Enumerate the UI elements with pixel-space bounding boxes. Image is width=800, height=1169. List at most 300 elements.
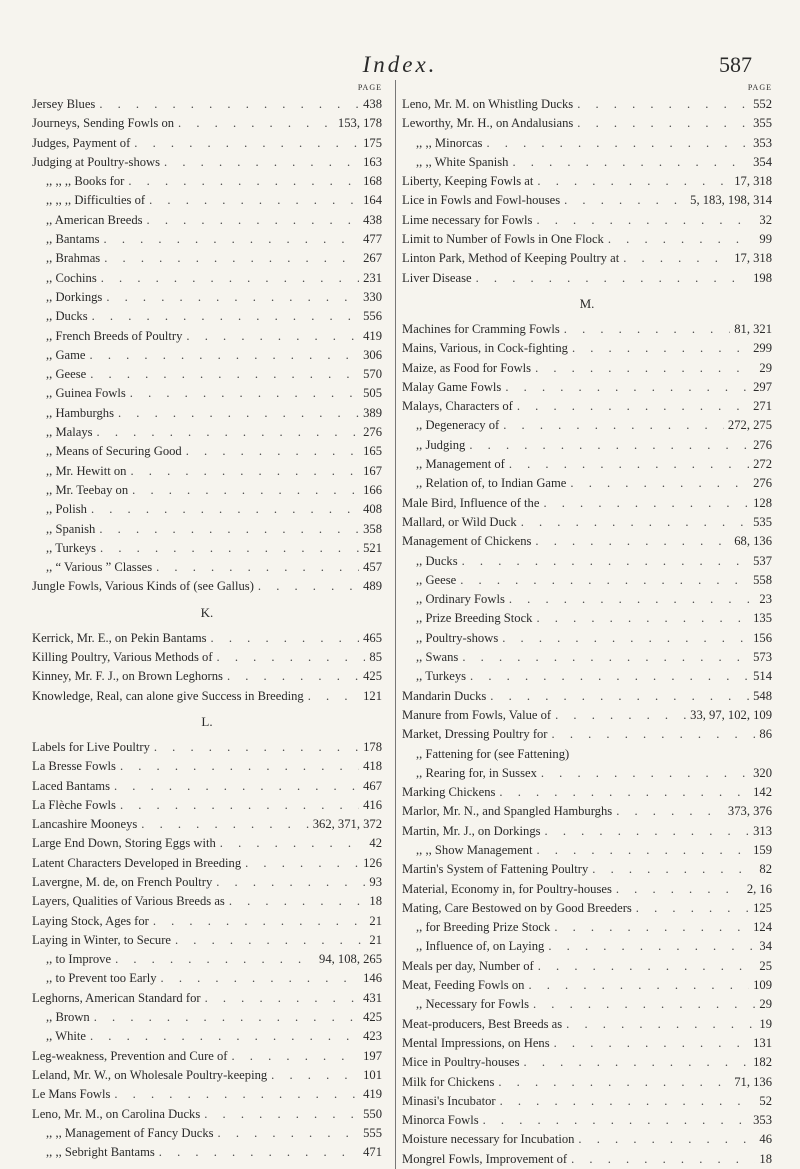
page-number: 587	[719, 52, 752, 77]
leader-dots	[465, 436, 749, 455]
index-entry-page: 353	[753, 135, 772, 150]
index-entry-text: Minorca Fowls	[402, 1113, 479, 1128]
index-entry-text: ,, ,, Management of Fancy Ducks	[46, 1125, 214, 1140]
leader-dots	[152, 558, 359, 577]
leader-dots	[201, 989, 360, 1008]
index-entry-page: 355	[753, 116, 772, 131]
index-entry-text: ,, American Breeds	[46, 212, 143, 227]
leader-dots	[116, 796, 359, 815]
leader-dots	[568, 339, 749, 358]
index-entry-page: 163	[363, 154, 382, 169]
index-entry	[32, 777, 382, 796]
index-entry	[32, 1027, 382, 1046]
index-entry-page: 86	[759, 727, 772, 742]
index-entry-page: 550	[363, 1106, 382, 1121]
index-entry-page: 267	[363, 251, 382, 266]
index-entry-text: Lime necessary for Fowls	[402, 212, 533, 227]
index-entry-page: 167	[363, 463, 382, 478]
index-entry	[402, 114, 772, 133]
index-entry	[32, 1008, 382, 1027]
index-entry-text: Mongrel Fowls, Improvement of	[402, 1151, 568, 1166]
index-entry-text: Moisture necessary for Incubation	[402, 1132, 575, 1147]
left-column	[32, 80, 382, 1162]
index-entry-page: 271	[753, 399, 772, 414]
index-entry-page: 156	[753, 630, 772, 645]
leader-dots	[550, 1034, 750, 1053]
index-entry	[32, 346, 382, 365]
index-entry-page: 19	[759, 1016, 772, 1031]
index-entry-page: 548	[753, 688, 772, 703]
index-entry	[32, 134, 382, 153]
index-entry-text: ,, Mr. Hewitt on	[46, 463, 127, 478]
leader-dots	[531, 532, 730, 551]
index-entry-page: 197	[363, 1048, 382, 1063]
index-entry-text: Martin's System of Fattening Poultry	[402, 862, 589, 877]
index-entry-text: Male Bird, Influence of the	[402, 495, 540, 510]
index-entry-text: Liver Disease	[402, 270, 472, 285]
index-entry-page: 182	[753, 1055, 772, 1070]
index-entry	[402, 841, 772, 860]
index-entry	[32, 892, 382, 911]
index-entry-page: 33, 97, 102, 109	[690, 707, 772, 722]
index-entry-text: ,, Ducks	[416, 553, 458, 568]
index-entry	[32, 153, 382, 172]
index-entry-page: 21	[369, 913, 382, 928]
index-entry-page: 68, 136	[734, 534, 772, 549]
index-entry-text: ,, to Improve	[46, 952, 112, 967]
index-entry	[402, 783, 772, 802]
index-entry-text: Milk for Chickens	[402, 1074, 495, 1089]
leader-dots	[560, 320, 730, 339]
index-entry-text: Kerrick, Mr. E., on Pekin Bantams	[32, 630, 207, 645]
leader-dots	[143, 211, 360, 230]
index-entry-text: Leno, Mr. M., on Carolina Ducks	[32, 1106, 201, 1121]
index-entry-page: 330	[363, 289, 382, 304]
index-entry	[32, 249, 382, 268]
leader-dots	[544, 937, 755, 956]
leader-dots	[513, 397, 749, 416]
leader-dots	[137, 815, 308, 834]
index-entry	[32, 307, 382, 326]
index-entry-text: ,, Degeneracy of	[416, 418, 500, 433]
index-entry-text: ,, Prize Breeding Stock	[416, 611, 533, 626]
index-entry-text: Judging at Poultry-shows	[32, 154, 161, 169]
index-entry	[32, 95, 382, 114]
index-entry-text: Leworthy, Mr. H., on Andalusians	[402, 116, 574, 131]
index-entry-page: 570	[363, 367, 382, 382]
index-entry-page: 457	[363, 560, 382, 575]
index-entry-text: Marking Chickens	[402, 785, 496, 800]
index-entry-text: Maize, as Food for Fowls	[402, 360, 532, 375]
index-entry-text: ,, Ordinary Fowls	[416, 592, 505, 607]
index-entry	[32, 365, 382, 384]
leader-dots	[182, 327, 359, 346]
index-block-m	[402, 320, 772, 1169]
index-entry-page: 555	[363, 1125, 382, 1140]
index-entry	[402, 629, 772, 648]
index-entry	[402, 957, 772, 976]
index-entry-text: ,, Judging	[416, 437, 466, 452]
index-entry-page: 419	[363, 328, 382, 343]
index-entry	[402, 995, 772, 1014]
index-entry-text: Minasi's Incubator	[402, 1093, 496, 1108]
index-entry-text: Manure from Fowls, Value of	[402, 707, 552, 722]
leader-dots	[604, 230, 756, 249]
index-entry-text: ,, Malays	[46, 425, 93, 440]
leader-dots	[111, 950, 315, 969]
leader-dots	[548, 725, 756, 744]
leader-dots	[110, 1085, 359, 1104]
index-entry-text: Mice in Poultry-houses	[402, 1055, 520, 1070]
index-entry	[402, 230, 772, 249]
leader-dots	[223, 667, 359, 686]
index-entry-page: 425	[363, 1010, 382, 1025]
index-entry-page: 320	[753, 765, 772, 780]
index-entry-page: 5, 183, 198, 314	[690, 193, 772, 208]
index-entry-text: Mental Impressions, on Hens	[402, 1035, 550, 1050]
index-entry-text: La Bresse Fowls	[32, 759, 116, 774]
index-entry-page: 358	[363, 521, 382, 536]
index-entry	[402, 532, 772, 551]
index-entry-page: 198	[753, 270, 772, 285]
leader-dots	[171, 931, 365, 950]
index-entry	[402, 1015, 772, 1034]
index-entry-page: 121	[363, 688, 382, 703]
index-entry-text: ,, Game	[46, 347, 86, 362]
index-entry	[32, 969, 382, 988]
leader-dots	[495, 783, 749, 802]
index-entry	[402, 860, 772, 879]
leader-dots	[155, 1143, 359, 1162]
index-entry-page: 299	[753, 341, 772, 356]
leader-dots	[532, 211, 755, 230]
leader-dots	[100, 230, 360, 249]
index-entry-page: 505	[363, 386, 382, 401]
index-entry	[402, 571, 772, 590]
leader-dots	[95, 520, 359, 539]
index-entry	[402, 1111, 772, 1130]
index-entry-text: ,, Brahmas	[46, 251, 101, 266]
index-entry-page: 17, 318	[734, 251, 772, 266]
leader-dots	[532, 841, 749, 860]
index-entry	[402, 1092, 772, 1111]
index-entry	[402, 1150, 772, 1169]
index-entry-page: 556	[363, 309, 382, 324]
index-entry	[402, 378, 772, 397]
index-entry-page: 34	[759, 939, 772, 954]
section-letter-m: M.	[579, 295, 595, 311]
index-entry-text: Meals per day, Number of	[402, 958, 534, 973]
index-entry-text: Leg-weakness, Prevention and Cure of	[32, 1048, 228, 1063]
index-entry-page: 168	[363, 174, 382, 189]
index-entry	[32, 114, 382, 133]
index-entry-text: Lancashire Mooneys	[32, 817, 138, 832]
leader-dots	[612, 802, 724, 821]
index-entry-page: 389	[363, 405, 382, 420]
index-entry	[402, 134, 772, 153]
index-entry-text: ,, Geese	[46, 367, 87, 382]
section-letter-l: L.	[201, 713, 213, 729]
index-entry	[32, 442, 382, 461]
leader-dots	[560, 191, 686, 210]
index-entry-text: Laced Bantams	[32, 778, 110, 793]
index-entry-text: ,, ,, Minorcas	[416, 135, 483, 150]
index-entry-page: 23	[759, 592, 772, 607]
index-entry-text: ,, Polish	[46, 502, 87, 517]
index-entry-text: ,, Fattening for (see Fattening)	[416, 746, 570, 761]
index-entry-page: 18	[759, 1151, 772, 1166]
leader-dots	[532, 609, 749, 628]
index-entry-page: 467	[363, 778, 382, 793]
leader-dots	[551, 706, 686, 725]
index-entry-page: 99	[759, 232, 772, 247]
index-entry	[402, 416, 772, 435]
index-entry-page: 514	[753, 669, 772, 684]
index-entry-text: ,, ,, ,, Books for	[46, 174, 125, 189]
index-entry-page: 353	[753, 1113, 772, 1128]
leader-dots	[520, 1053, 750, 1072]
index-entry-text: ,, Swans	[416, 650, 459, 665]
leader-dots	[241, 854, 359, 873]
index-entry	[32, 500, 382, 519]
index-entry-text: ,, French Breeds of Poultry	[46, 328, 183, 343]
index-entry	[402, 436, 772, 455]
index-entry	[32, 327, 382, 346]
index-entry-page: 489	[363, 579, 382, 594]
index-entry	[32, 912, 382, 931]
index-entry	[32, 269, 382, 288]
leader-dots	[588, 860, 755, 879]
index-entry	[32, 230, 382, 249]
index-entry	[402, 687, 772, 706]
index-entry	[32, 815, 382, 834]
index-entry-text: ,, Poultry-shows	[416, 630, 499, 645]
index-entry-page: 276	[753, 476, 772, 491]
leader-dots	[216, 834, 366, 853]
leader-dots	[100, 249, 359, 268]
index-entry	[402, 172, 772, 191]
index-entry-text: Marlor, Mr. N., and Spangled Hamburghs	[402, 804, 613, 819]
leader-dots	[501, 378, 749, 397]
index-entry-page: 42	[369, 836, 382, 851]
index-entry-text: ,, Brown	[46, 1010, 90, 1025]
leader-dots	[126, 462, 359, 481]
index-entry-text: ,, ,, ,, Difficulties of	[46, 193, 146, 208]
page-column-label: PAGE	[357, 83, 382, 92]
index-entry-text: Journeys, Sending Fowls on	[32, 116, 175, 131]
leader-dots	[130, 134, 359, 153]
index-entry	[402, 648, 772, 667]
leader-dots	[573, 114, 749, 133]
index-entry	[32, 172, 382, 191]
index-entry-text: ,, Dorkings	[46, 289, 103, 304]
index-entry	[402, 937, 772, 956]
index-entry	[32, 1066, 382, 1085]
index-entry-page: 276	[363, 425, 382, 440]
index-entry-page: 276	[753, 437, 772, 452]
leader-dots	[110, 777, 359, 796]
leader-dots	[90, 1008, 359, 1027]
index-block-k	[32, 629, 382, 706]
leader-dots	[574, 1130, 755, 1149]
index-entry-page: 552	[753, 97, 772, 111]
index-block-l-continued	[402, 95, 772, 288]
leader-dots	[225, 892, 366, 911]
index-entry	[402, 269, 772, 288]
index-entry-text: ,, White	[46, 1029, 86, 1044]
index-entry-page: 131	[753, 1035, 772, 1050]
leader-dots	[86, 365, 359, 384]
leader-dots	[472, 269, 750, 288]
index-entry-page: 109	[753, 978, 772, 993]
index-entry-text: ,, Influence of, on Laying	[416, 939, 545, 954]
index-entry-text: Meat, Feeding Fowls on	[402, 978, 525, 993]
leader-dots	[619, 249, 730, 268]
leader-dots	[150, 738, 359, 757]
index-entry	[32, 384, 382, 403]
leader-dots	[200, 1105, 359, 1124]
index-entry-page: 135	[753, 611, 772, 626]
leader-dots	[494, 1073, 730, 1092]
index-entry-page: 416	[363, 797, 382, 812]
leader-dots	[97, 269, 359, 288]
index-entry-page: 521	[363, 540, 382, 555]
index-entry-text: ,, Geese	[416, 572, 457, 587]
index-entry	[32, 288, 382, 307]
leader-dots	[505, 455, 749, 474]
index-entry	[402, 822, 772, 841]
index-entry	[402, 455, 772, 474]
index-entry	[402, 764, 772, 783]
index-block-j	[32, 95, 382, 597]
leader-dots	[550, 918, 749, 937]
index-entry-page: 175	[363, 135, 382, 150]
index-entry-text: Le Mans Fowls	[32, 1087, 111, 1102]
index-entry-text: Layers, Qualities of Various Breeds as	[32, 894, 225, 909]
index-entry-page: 2, 16	[746, 881, 772, 896]
index-entry	[32, 1085, 382, 1104]
index-entry-text: Large End Down, Storing Eggs with	[32, 836, 216, 851]
index-entry	[402, 359, 772, 378]
page-title: Index.	[362, 52, 438, 77]
index-entry-page: 231	[363, 270, 382, 285]
leader-dots	[456, 571, 749, 590]
index-entry-text: Martin, Mr. J., on Dorkings	[402, 823, 541, 838]
index-entry-page: 81, 321	[734, 321, 772, 336]
index-entry-text: Management of Chickens	[402, 534, 532, 549]
index-entry	[32, 738, 382, 757]
index-entry	[402, 153, 772, 172]
index-entry-text: ,, Spanish	[46, 521, 96, 536]
index-entry	[32, 667, 382, 686]
index-entry-text: ,, ,, Sebright Bantams	[46, 1145, 155, 1160]
index-entry-page: 25	[759, 958, 772, 973]
index-entry	[32, 834, 382, 853]
index-entry-text: Jersey Blues	[32, 97, 96, 111]
index-entry-page: 17, 318	[734, 174, 772, 189]
index-entry-text: Limit to Number of Fowls in One Flock	[402, 232, 604, 247]
leader-dots	[505, 590, 756, 609]
index-entry-page: 431	[363, 990, 382, 1005]
index-entry	[32, 191, 382, 210]
leader-dots	[145, 191, 359, 210]
leader-dots	[213, 648, 366, 667]
index-entry-page: 52	[759, 1093, 772, 1108]
leader-dots	[566, 474, 749, 493]
leader-dots	[174, 114, 334, 133]
index-entry-text: Leghorns, American Standard for	[32, 990, 201, 1005]
index-entry-page: 146	[363, 971, 382, 986]
index-entry-page: 82	[759, 862, 772, 877]
leader-dots	[486, 687, 749, 706]
leader-dots	[207, 629, 360, 648]
index-entry-text: ,, Mr. Teebay on	[46, 482, 129, 497]
index-entry-page: 537	[753, 553, 772, 568]
index-entry	[402, 1034, 772, 1053]
index-entry-page: 465	[363, 630, 382, 645]
index-entry-page: 306	[363, 347, 382, 362]
index-entry	[32, 648, 382, 667]
index-entry-text: ,, to Prevent too Early	[46, 971, 157, 986]
index-entry-page: 477	[363, 232, 382, 247]
index-entry-text: Kinney, Mr. F. J., on Brown Leghorns	[32, 669, 223, 684]
index-entry-text: ,, Turkeys	[416, 669, 467, 684]
index-entry-page: 18	[369, 894, 382, 909]
index-entry-text: Knowledge, Real, can alone give Success in Breeding	[32, 688, 304, 703]
index-entry-page: 126	[363, 855, 382, 870]
index-entry	[402, 474, 772, 493]
index-entry-page: 438	[363, 97, 382, 111]
index-entry-text: ,, Relation of, to Indian Game	[416, 476, 567, 491]
leader-dots	[86, 1027, 359, 1046]
leader-dots	[508, 153, 749, 172]
index-entry-text: Killing Poultry, Various Methods of	[32, 650, 213, 665]
index-entry-page: 558	[753, 572, 772, 587]
leader-dots	[533, 172, 730, 191]
index-entry	[402, 191, 772, 210]
index-entry	[402, 95, 772, 114]
leader-dots	[612, 880, 743, 899]
index-entry	[32, 950, 382, 969]
index-entry-text: ,, ,, White Spanish	[416, 154, 509, 169]
index-entry	[32, 404, 382, 423]
index-entry-text: La Flèche Fowls	[32, 797, 116, 812]
index-entry-text: Judges, Payment of	[32, 135, 131, 150]
leader-dots	[498, 629, 749, 648]
index-entry	[402, 494, 772, 513]
index-entry	[402, 320, 772, 339]
index-entry-page: 313	[753, 823, 772, 838]
index-entry-page: 272	[753, 457, 772, 472]
index-entry	[402, 552, 772, 571]
index-entry-text: ,, “ Various ” Classes	[46, 560, 153, 575]
leader-dots	[87, 500, 359, 519]
index-entry	[402, 1053, 772, 1072]
index-entry	[402, 339, 772, 358]
index-entry-page: 178	[363, 739, 382, 754]
index-entry	[402, 211, 772, 230]
leader-dots	[116, 757, 359, 776]
index-entry-text: ,, ,, Show Management	[416, 842, 533, 857]
index-entry-page: 166	[363, 482, 382, 497]
index-entry-text: Liberty, Keeping Fowls at	[402, 174, 534, 189]
leader-dots	[228, 1047, 360, 1066]
index-entry-page: 535	[753, 514, 772, 529]
leader-dots	[531, 359, 755, 378]
index-entry-text: Machines for Cramming Fowls	[402, 321, 560, 336]
index-entry-page: 362, 371, 372	[312, 817, 382, 832]
leader-dots	[149, 912, 366, 931]
